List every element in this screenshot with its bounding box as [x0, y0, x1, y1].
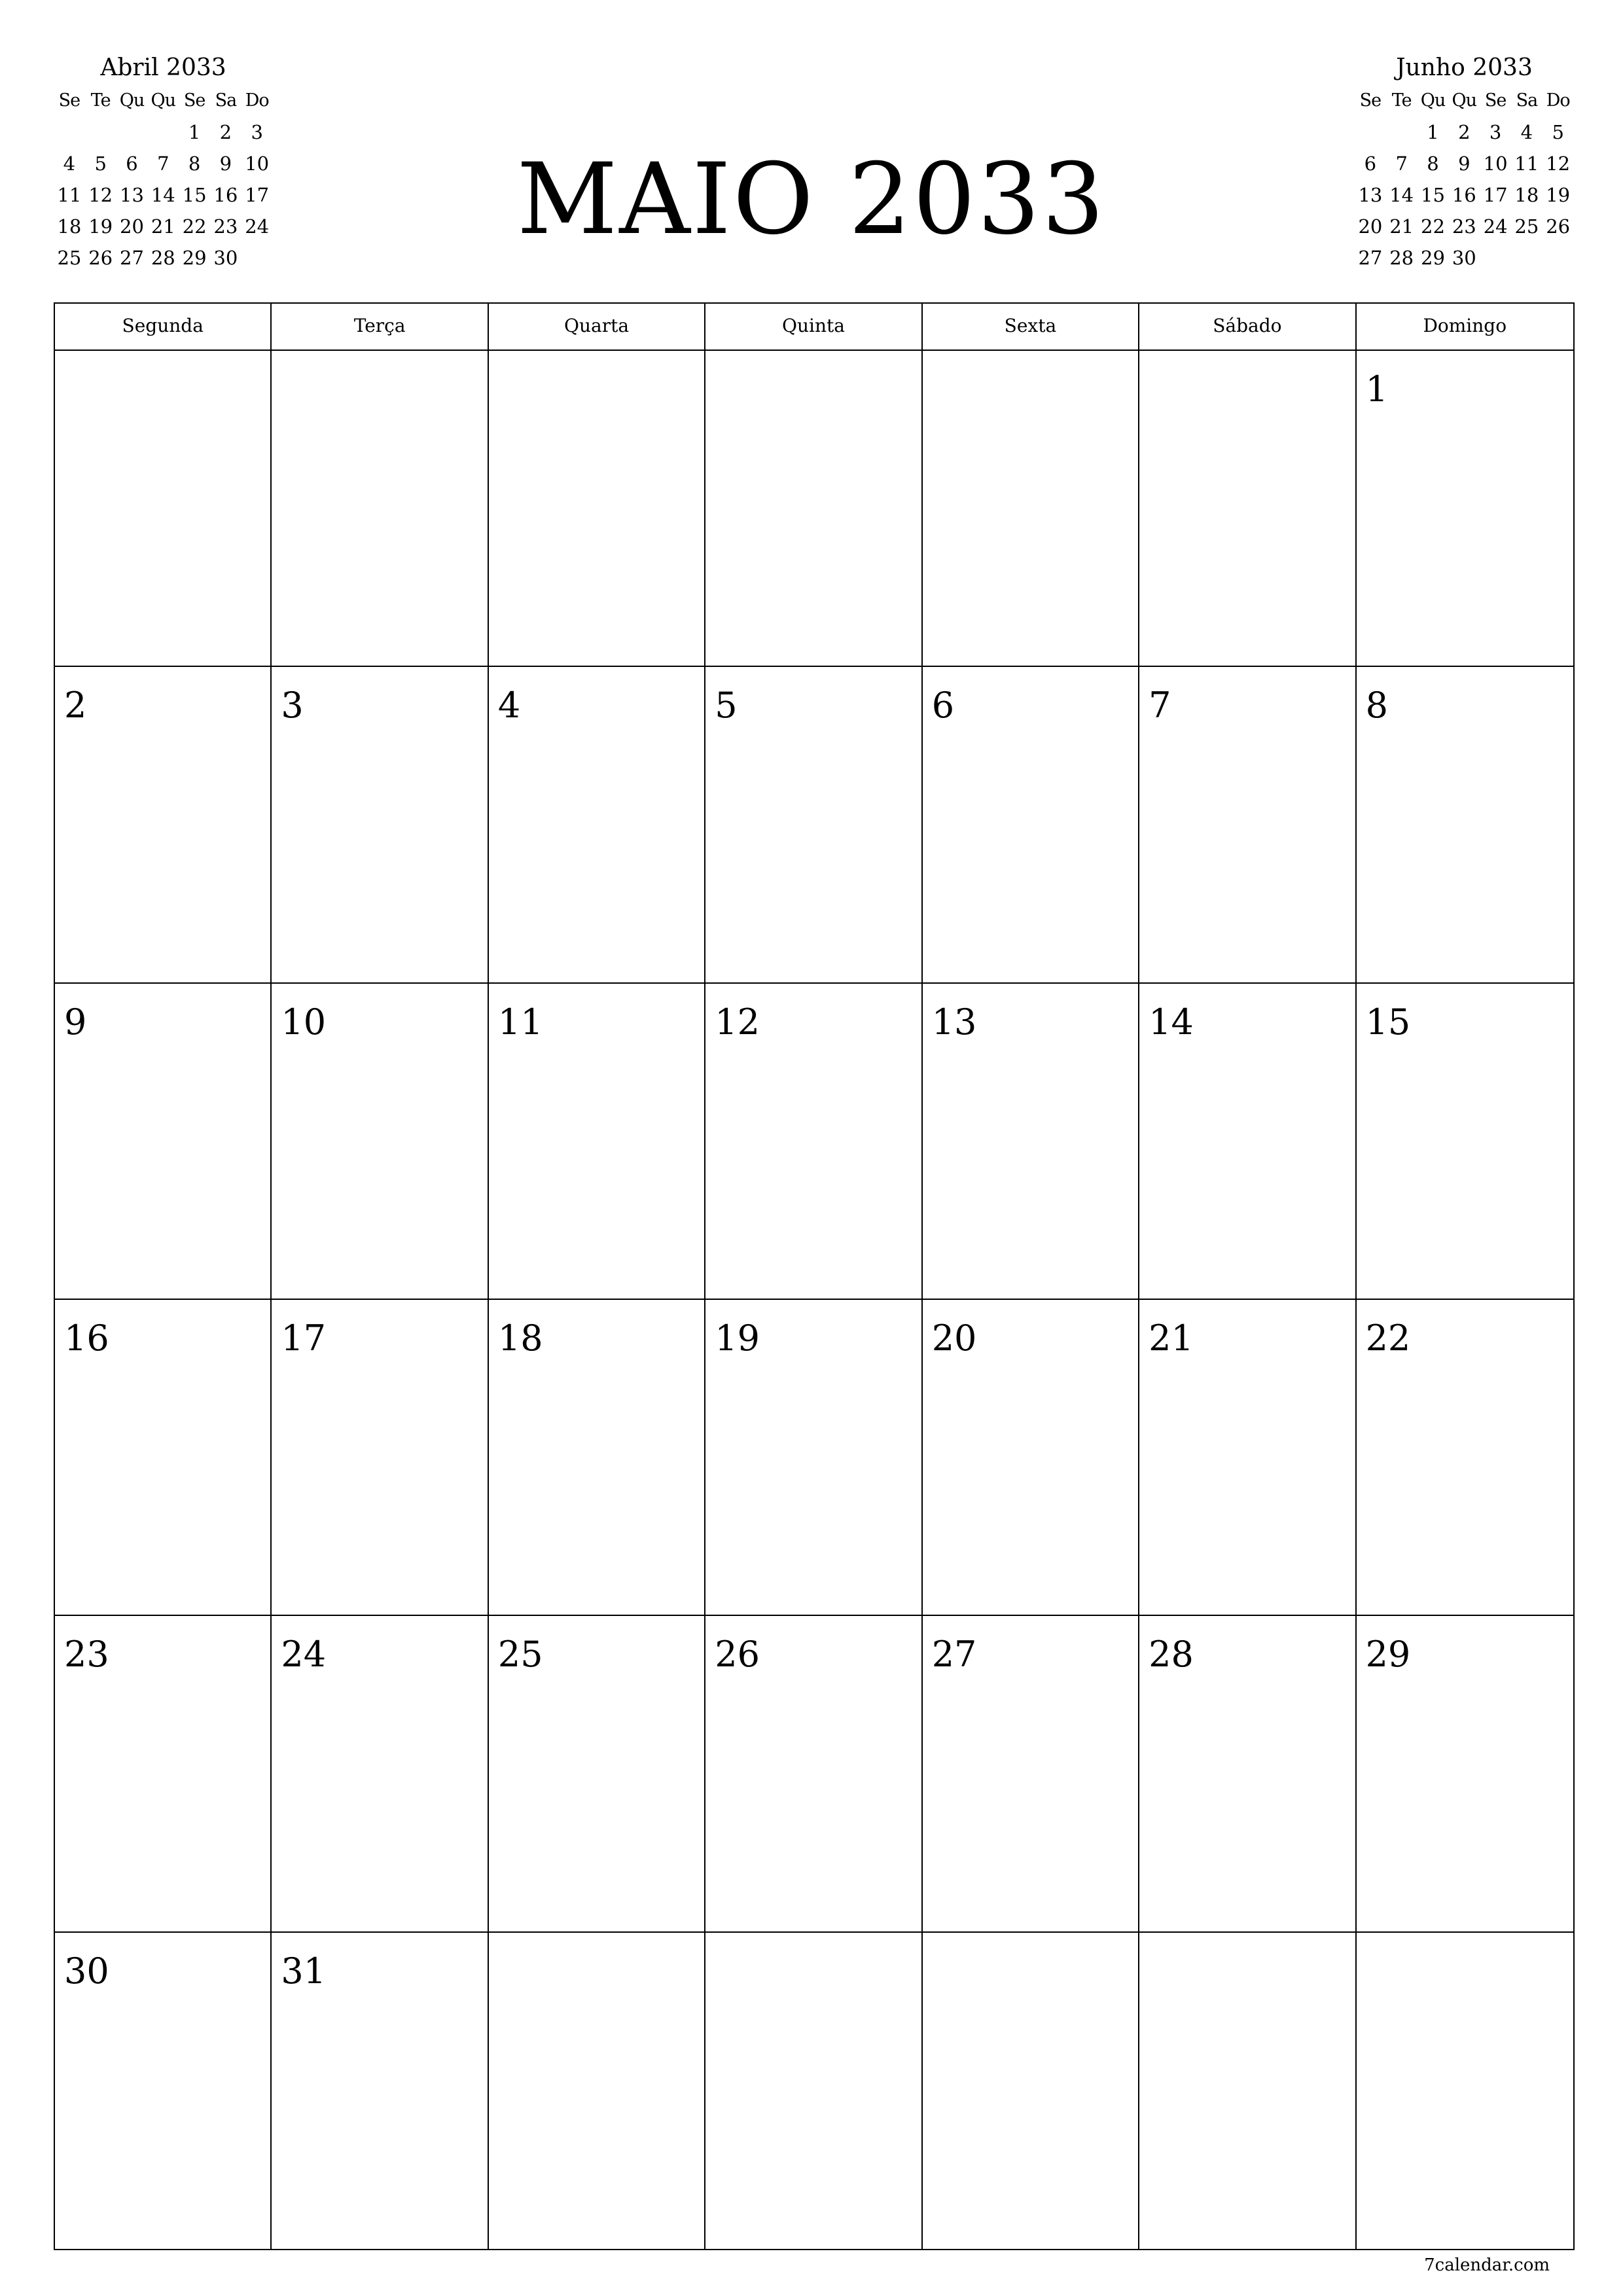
day-cell[interactable]	[923, 1300, 1139, 1616]
mini-day: 16	[1452, 184, 1476, 206]
day-cell[interactable]	[272, 1300, 488, 1616]
mini-day: 15	[182, 184, 207, 206]
weekday-header: Sábado	[1139, 304, 1356, 350]
day-cell[interactable]	[1357, 984, 1573, 1300]
mini-day: 12	[88, 184, 113, 206]
page-title: MAIO 2033	[516, 143, 1107, 257]
mini-day: 10	[1483, 152, 1508, 175]
mini-day: 14	[151, 184, 175, 206]
mini-day: 11	[1514, 152, 1539, 175]
day-cell[interactable]	[1357, 667, 1573, 983]
mini-day: 18	[1514, 184, 1539, 206]
mini-day: 4	[63, 152, 76, 175]
weekday-header: Domingo	[1423, 315, 1507, 336]
day-cell[interactable]	[923, 1933, 1139, 2249]
day-cell[interactable]	[1139, 351, 1356, 667]
weekday-header: Quarta	[489, 304, 705, 350]
mini-day: 28	[1389, 247, 1414, 269]
mini-day: 13	[120, 184, 144, 206]
day-number: 20	[931, 1318, 977, 1359]
mini-day: 24	[245, 215, 270, 238]
mini-day: 10	[245, 152, 270, 175]
month-calendar-grid	[54, 302, 1575, 2250]
mini-day: 7	[157, 152, 169, 175]
day-cell[interactable]	[923, 351, 1139, 667]
day-cell[interactable]	[1357, 1300, 1573, 1616]
footer-credit: 7calendar.com	[1424, 2255, 1550, 2275]
day-cell[interactable]	[55, 667, 272, 983]
mini-day: 16	[213, 184, 238, 206]
mini-weekday-label: Te	[1391, 90, 1412, 111]
day-cell[interactable]	[1357, 1616, 1573, 1932]
mini-day	[85, 117, 116, 148]
day-cell[interactable]	[705, 351, 922, 667]
mini-day: 6	[1364, 152, 1377, 175]
day-number: 8	[1365, 685, 1388, 726]
day-cell[interactable]	[1139, 1616, 1356, 1932]
day-cell[interactable]	[1139, 984, 1356, 1300]
weekday-header: Sexta	[923, 304, 1139, 350]
mini-day: 29	[1421, 247, 1445, 269]
mini-weekday-label: Sa	[215, 90, 237, 111]
day-number: 23	[64, 1634, 109, 1676]
day-cell[interactable]	[705, 667, 922, 983]
mini-weekday-label: Do	[1546, 90, 1570, 111]
mini-day: 1	[1427, 121, 1439, 143]
mini-weekday-label: Sa	[1516, 90, 1538, 111]
mini-day	[147, 117, 179, 148]
mini-day: 4	[1520, 121, 1533, 143]
mini-day: 2	[219, 121, 232, 143]
day-number: 9	[64, 1001, 87, 1043]
mini-day: 26	[1546, 215, 1571, 238]
day-cell[interactable]	[705, 1300, 922, 1616]
weekday-header-row	[55, 304, 1573, 351]
mini-day: 17	[1483, 184, 1508, 206]
weekday-header: Segunda	[55, 304, 272, 350]
day-cell[interactable]	[55, 984, 272, 1300]
mini-day: 12	[1546, 152, 1571, 175]
mini-weekday-label: Se	[1484, 90, 1507, 111]
day-number: 30	[64, 1950, 109, 1992]
mini-weekday-label: Se	[58, 90, 80, 111]
mini-weekday-label: Te	[90, 90, 111, 111]
mini-day: 5	[1552, 121, 1564, 143]
day-cell[interactable]	[923, 984, 1139, 1300]
mini-day	[1511, 242, 1543, 274]
day-number: 6	[931, 685, 955, 726]
mini-weekday-label: Do	[245, 90, 269, 111]
mini-day: 19	[88, 215, 113, 238]
day-number: 31	[281, 1950, 327, 1992]
day-cell[interactable]	[1139, 1933, 1356, 2249]
day-number: 3	[281, 685, 304, 726]
day-cell[interactable]	[489, 1933, 705, 2249]
day-number: 21	[1149, 1318, 1194, 1359]
day-cell[interactable]	[55, 1616, 272, 1932]
day-cell[interactable]	[1357, 351, 1573, 667]
mini-day: 20	[1358, 215, 1383, 238]
mini-day: 9	[219, 152, 232, 175]
day-number: 25	[497, 1634, 543, 1676]
day-number: 27	[931, 1634, 977, 1676]
mini-day	[1355, 117, 1386, 148]
day-number: 19	[715, 1318, 760, 1359]
day-number: 4	[497, 685, 521, 726]
mini-day: 29	[182, 247, 207, 269]
weekday-header: Quinta	[705, 304, 922, 350]
mini-day: 21	[151, 215, 175, 238]
mini-day: 18	[57, 215, 82, 238]
day-number: 15	[1365, 1001, 1411, 1043]
day-cell[interactable]	[489, 667, 705, 983]
mini-day	[116, 117, 148, 148]
calendar-weeks	[55, 351, 1573, 2249]
weekday-header: Terça	[272, 304, 488, 350]
day-cell[interactable]	[272, 1933, 488, 2249]
day-cell[interactable]	[705, 984, 922, 1300]
day-number: 26	[715, 1634, 760, 1676]
mini-calendar-title: Abril 2033	[100, 54, 226, 81]
mini-calendar-title: Junho 2033	[1396, 54, 1533, 81]
day-cell[interactable]	[1357, 1933, 1573, 2249]
mini-day	[54, 117, 85, 148]
mini-weekday-label: Qu	[151, 90, 176, 111]
day-cell[interactable]	[923, 667, 1139, 983]
day-number: 1	[1365, 368, 1388, 410]
mini-day: 28	[151, 247, 175, 269]
mini-calendar-previous-month	[54, 51, 273, 274]
day-cell[interactable]	[705, 1933, 922, 2249]
mini-day: 30	[1452, 247, 1476, 269]
mini-calendar-grid	[1355, 85, 1574, 274]
mini-day: 27	[1358, 247, 1383, 269]
mini-weekday-label: Se	[1359, 90, 1382, 111]
mini-day: 30	[213, 247, 238, 269]
day-cell[interactable]	[272, 351, 488, 667]
mini-day: 22	[1421, 215, 1445, 238]
mini-day	[241, 242, 273, 274]
day-number: 28	[1149, 1634, 1194, 1676]
day-cell[interactable]	[1139, 667, 1356, 983]
day-cell[interactable]	[923, 1616, 1139, 1932]
day-cell[interactable]	[272, 1616, 488, 1932]
mini-weekday-label: Qu	[119, 90, 145, 111]
mini-day: 6	[126, 152, 138, 175]
mini-day: 23	[1452, 215, 1476, 238]
mini-day: 8	[188, 152, 201, 175]
day-cell[interactable]	[1139, 1300, 1356, 1616]
day-number: 7	[1149, 685, 1171, 726]
mini-day: 14	[1389, 184, 1414, 206]
day-cell[interactable]	[489, 984, 705, 1300]
mini-day: 24	[1483, 215, 1508, 238]
mini-day: 20	[120, 215, 144, 238]
day-number: 5	[715, 685, 738, 726]
mini-day: 8	[1427, 152, 1439, 175]
mini-day	[1480, 242, 1511, 274]
day-cell[interactable]	[489, 351, 705, 667]
mini-day: 2	[1458, 121, 1471, 143]
mini-day	[1543, 242, 1574, 274]
day-cell[interactable]	[272, 667, 488, 983]
mini-day: 23	[213, 215, 238, 238]
mini-day: 3	[1489, 121, 1502, 143]
mini-day: 15	[1421, 184, 1445, 206]
mini-calendar-grid	[54, 85, 273, 274]
mini-day: 3	[251, 121, 263, 143]
day-number: 18	[497, 1318, 543, 1359]
day-number: 22	[1365, 1318, 1411, 1359]
mini-calendar-next-month	[1355, 51, 1574, 274]
mini-day: 25	[57, 247, 82, 269]
day-number: 29	[1365, 1634, 1411, 1676]
mini-day: 19	[1546, 184, 1571, 206]
day-number: 14	[1149, 1001, 1194, 1043]
mini-day: 11	[57, 184, 82, 206]
day-cell[interactable]	[55, 1300, 272, 1616]
mini-day: 7	[1395, 152, 1408, 175]
mini-day: 1	[188, 121, 201, 143]
day-number: 10	[281, 1001, 327, 1043]
mini-day: 21	[1389, 215, 1414, 238]
day-cell[interactable]	[272, 984, 488, 1300]
mini-day: 5	[94, 152, 107, 175]
mini-day: 13	[1358, 184, 1383, 206]
day-cell[interactable]	[705, 1616, 922, 1932]
day-number: 2	[64, 685, 87, 726]
mini-weekday-label: Qu	[1420, 90, 1446, 111]
day-number: 11	[497, 1001, 543, 1043]
mini-day	[1386, 117, 1418, 148]
mini-day: 22	[182, 215, 207, 238]
day-number: 13	[931, 1001, 977, 1043]
day-number: 12	[715, 1001, 760, 1043]
day-number: 24	[281, 1634, 327, 1676]
mini-day: 17	[245, 184, 270, 206]
day-cell[interactable]	[489, 1300, 705, 1616]
day-cell[interactable]	[489, 1616, 705, 1932]
day-number: 16	[64, 1318, 109, 1359]
day-number: 17	[281, 1318, 327, 1359]
mini-day: 9	[1458, 152, 1471, 175]
mini-day: 27	[120, 247, 144, 269]
day-cell[interactable]	[55, 351, 272, 667]
mini-day: 25	[1514, 215, 1539, 238]
mini-day: 26	[88, 247, 113, 269]
mini-weekday-label: Qu	[1452, 90, 1477, 111]
mini-weekday-label: Se	[183, 90, 205, 111]
day-cell[interactable]	[55, 1933, 272, 2249]
